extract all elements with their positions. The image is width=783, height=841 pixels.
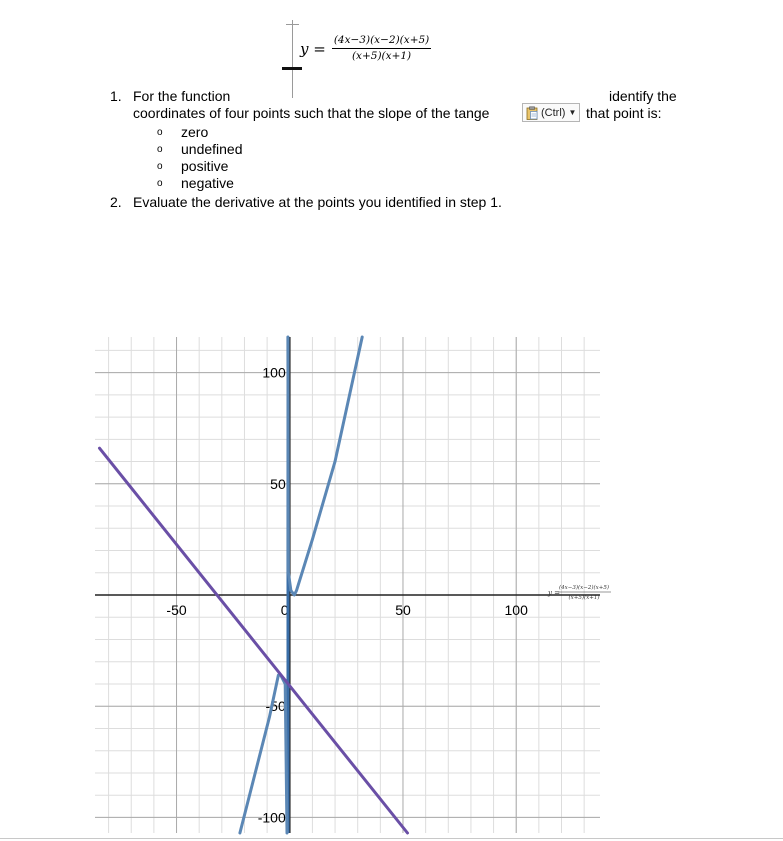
formula-lhs: y = — [300, 39, 326, 58]
formula-fraction — [332, 34, 431, 63]
clipboard-icon — [526, 106, 538, 120]
x-tick-label: -50 — [166, 602, 187, 619]
q1-lead-text: For the function — [133, 88, 231, 104]
paste-options-button[interactable] — [522, 103, 580, 122]
bullet-circle-icon: o — [157, 127, 163, 138]
q1-line2-start: coordinates of four points such that the slope of the tange — [133, 105, 490, 121]
x-tick-label: 100 — [504, 602, 528, 619]
bullet-item-zero: zero — [181, 124, 209, 140]
formula-numerator: (4x−3)(x−2)(x+5) — [332, 34, 431, 49]
legend-numerator: (4x−3)(x−2)(x+5) — [558, 585, 610, 592]
text-cursor-bar — [282, 67, 302, 70]
q1-number: 1. — [110, 88, 122, 104]
q2-number: 2. — [110, 194, 122, 210]
y-tick-label: -100 — [257, 809, 286, 826]
text-cursor-tick — [286, 24, 299, 25]
bullet-circle-icon: o — [157, 178, 163, 189]
curves — [100, 337, 408, 833]
q2-text: Evaluate the derivative at the points you identified in step 1. — [133, 194, 502, 210]
bullet-item-negative: negative — [181, 175, 234, 191]
page-bottom-rule — [0, 838, 783, 839]
formula-block — [282, 18, 472, 98]
legend-lhs: y = — [548, 589, 561, 598]
graph-canvas — [95, 337, 610, 833]
y-tick-label: 50 — [270, 475, 286, 492]
dropdown-caret-icon: ▼ — [568, 108, 577, 117]
text-cursor-line — [292, 20, 293, 98]
bullet-circle-icon: o — [157, 144, 163, 155]
bullet-circle-icon: o — [157, 161, 163, 172]
y-tick-label: -50 — [265, 698, 286, 715]
q1-line2-end: that point is: — [586, 105, 662, 121]
formula-denominator: (x+5)(x+1) — [351, 50, 412, 62]
legend-denominator: (x+5)(x+1) — [568, 595, 600, 602]
x-tick-label: 0 — [280, 602, 289, 619]
bullet-item-undefined: undefined — [181, 141, 243, 157]
graph-legend — [547, 584, 611, 601]
x-tick-label: 50 — [395, 602, 411, 619]
function-graph — [95, 337, 610, 833]
q1-tail-text: identify the — [609, 88, 677, 104]
y-tick-label: 100 — [262, 364, 286, 381]
paste-options-label: (Ctrl) — [541, 106, 566, 119]
bullet-item-positive: positive — [181, 158, 229, 174]
function-curve-right-branch — [288, 337, 362, 595]
function-formula — [300, 34, 431, 63]
